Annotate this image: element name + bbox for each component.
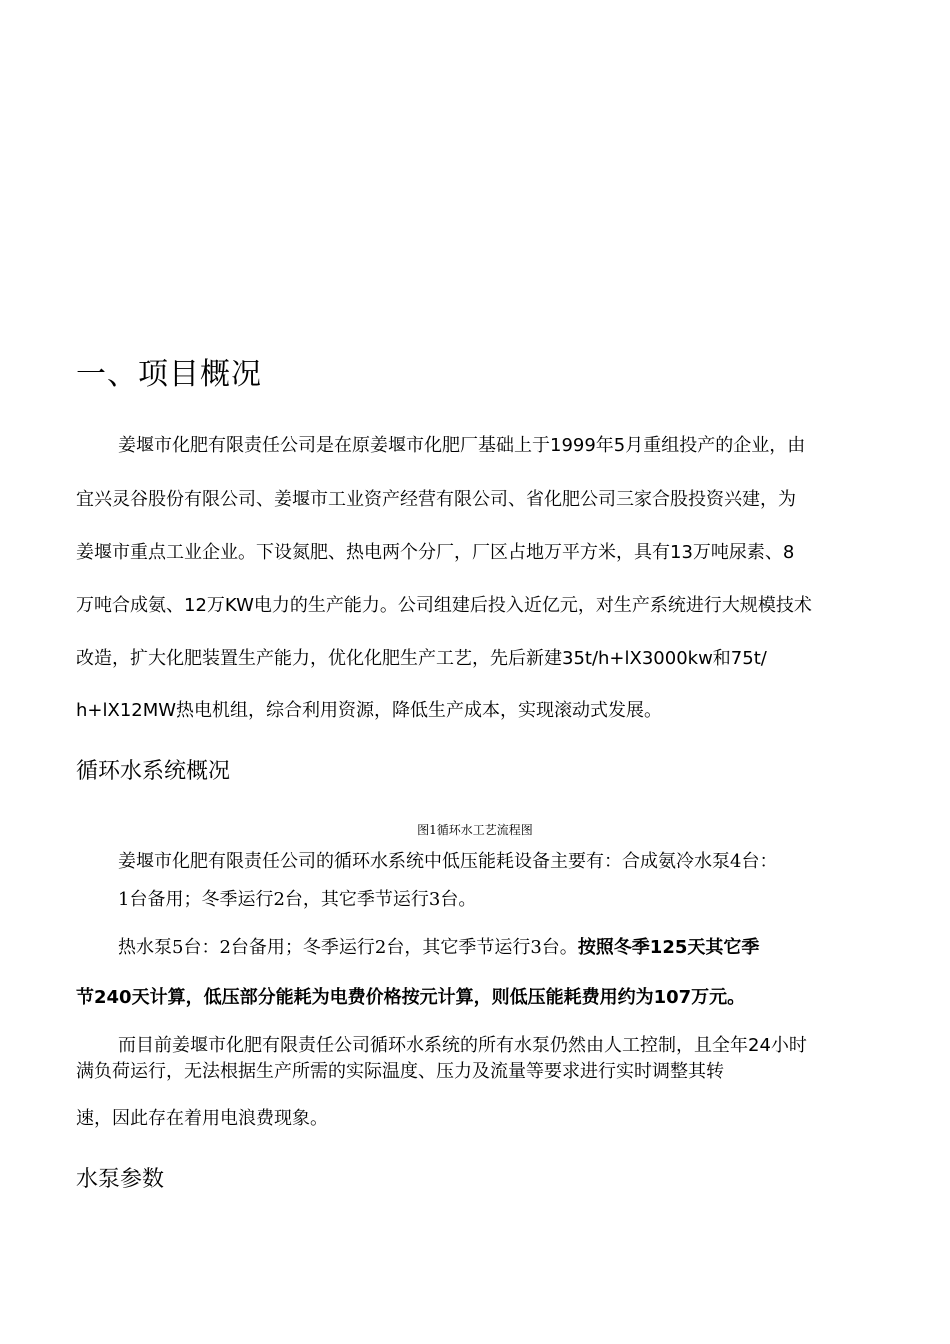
- paragraph-line: 改造，扩大化肥装置生产能力，优化化肥生产工艺，先后新建35t/h+lX3000kw和75t/: [76, 648, 767, 669]
- paragraph-line: 节240天计算，低压部分能耗为电费价格按元计算，则低压能耗费用约为107万元。: [76, 987, 746, 1008]
- paragraph-line: 速，因此存在着用电浪费现象。: [76, 1108, 328, 1129]
- section-heading-pump-parameters: 水泵参数: [76, 1167, 165, 1192]
- paragraph-line: 满负荷运行，无法根据生产所需的实际温度、压力及流量等要求进行实时调整其转: [76, 1061, 724, 1082]
- figure-caption: 图1循环水工艺流程图: [417, 823, 533, 837]
- paragraph-line: [118, 936, 759, 960]
- paragraph-line: 宜兴灵谷股份有限公司、姜堰市工业资产经营有限公司、省化肥公司三家合股投资兴建，为: [76, 489, 796, 510]
- paragraph-line: 而目前姜堰市化肥有限责任公司循环水系统的所有水泵仍然由人工控制，且全年24小时: [118, 1035, 807, 1056]
- paragraph-line: 姜堰市化肥有限责任公司的循环水系统中低压能耗设备主要有：合成氨冷水泵4台：: [118, 851, 778, 872]
- paragraph-line: 姜堰市重点工业企业。下设氮肥、热电两个分厂，厂区占地万平方米，具有13万吨尿素、8: [76, 542, 795, 563]
- paragraph-line: 姜堰市化肥有限责任公司是在原姜堰市化肥厂基础上于1999年5月重组投产的企业，由: [118, 435, 806, 456]
- section-heading-circulating-water: 循环水系统概况: [76, 759, 231, 784]
- paragraph-segment-bold: 按照冬季125天其它季: [577, 937, 760, 958]
- paragraph-line: 1台备用；冬季运行2台，其它季节运行3台。: [118, 889, 477, 910]
- paragraph-segment: 热水泵5台：2台备用；冬季运行2台，其它季节运行3台。: [118, 937, 578, 958]
- paragraph-line: 万吨合成氨、12万KW电力的生产能力。公司组建后投入近亿元，对生产系统进行大规模技术: [76, 595, 812, 616]
- section-heading-project-overview: 一、项目概况: [76, 357, 262, 392]
- paragraph-line: h+lX12MW热电机组，综合利用资源，降低生产成本，实现滚动式发展。: [76, 700, 663, 721]
